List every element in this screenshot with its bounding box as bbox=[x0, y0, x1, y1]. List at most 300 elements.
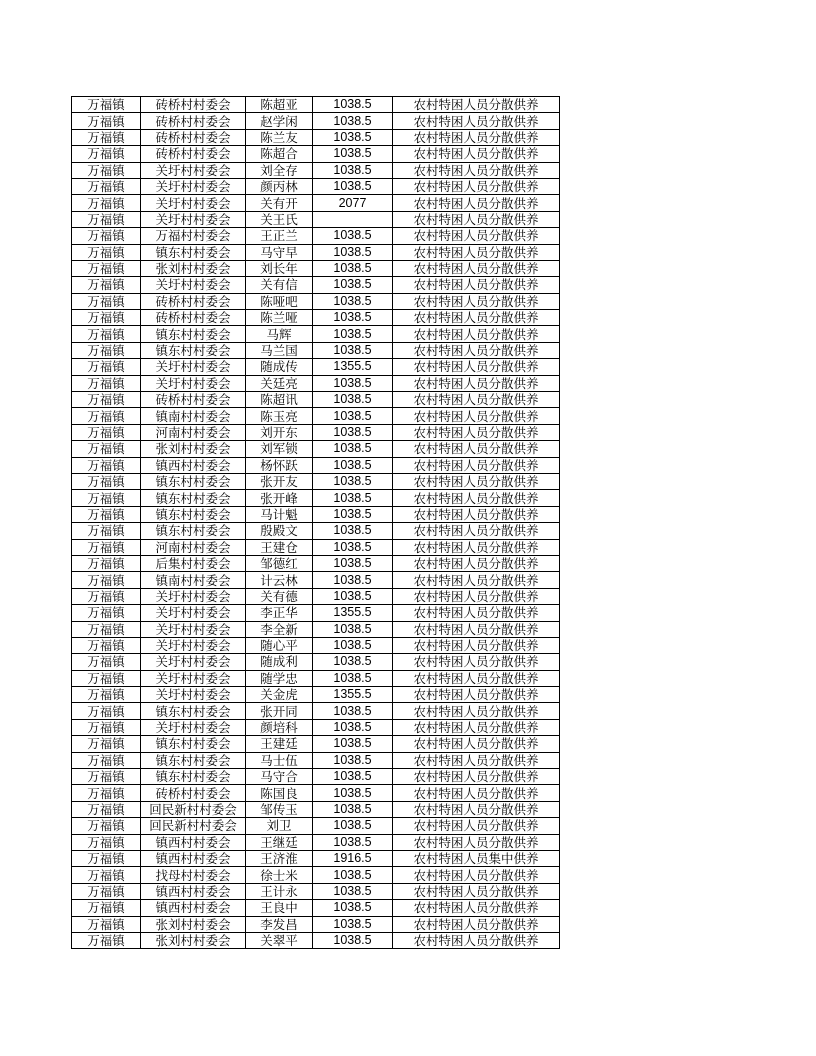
village-committee-cell: 关圩村村委会 bbox=[141, 621, 246, 637]
table-row bbox=[72, 818, 560, 834]
support-type-cell: 农村特困人员分散供养 bbox=[393, 129, 560, 145]
table-row bbox=[72, 277, 560, 293]
person-name-cell: 马辉 bbox=[246, 326, 313, 342]
support-type-cell: 农村特困人员分散供养 bbox=[393, 555, 560, 571]
town-cell: 万福镇 bbox=[72, 457, 141, 473]
support-type-cell: 农村特困人员分散供养 bbox=[393, 801, 560, 817]
amount-cell: 1038.5 bbox=[313, 244, 393, 260]
person-name-cell: 随成传 bbox=[246, 359, 313, 375]
support-type-cell: 农村特困人员分散供养 bbox=[393, 539, 560, 555]
amount-cell: 1038.5 bbox=[313, 703, 393, 719]
town-cell: 万福镇 bbox=[72, 719, 141, 735]
table-row bbox=[72, 146, 560, 162]
table-row bbox=[72, 736, 560, 752]
person-name-cell: 关有信 bbox=[246, 277, 313, 293]
person-name-cell: 王建廷 bbox=[246, 736, 313, 752]
table-row bbox=[72, 621, 560, 637]
village-committee-cell: 关圩村村委会 bbox=[141, 178, 246, 194]
amount-cell: 1038.5 bbox=[313, 752, 393, 768]
person-name-cell: 随学忠 bbox=[246, 670, 313, 686]
person-name-cell: 关金虎 bbox=[246, 687, 313, 703]
amount-cell: 1038.5 bbox=[313, 178, 393, 194]
amount-cell: 1038.5 bbox=[313, 129, 393, 145]
village-committee-cell: 镇东村村委会 bbox=[141, 326, 246, 342]
village-committee-cell: 镇东村村委会 bbox=[141, 506, 246, 522]
amount-cell: 1038.5 bbox=[313, 834, 393, 850]
support-type-cell: 农村特困人员分散供养 bbox=[393, 621, 560, 637]
village-committee-cell: 后集村村委会 bbox=[141, 555, 246, 571]
support-type-cell: 农村特困人员集中供养 bbox=[393, 850, 560, 866]
village-committee-cell: 关圩村村委会 bbox=[141, 637, 246, 653]
amount-cell: 1038.5 bbox=[313, 539, 393, 555]
table-row bbox=[72, 506, 560, 522]
person-name-cell: 随心平 bbox=[246, 637, 313, 653]
amount-cell: 1038.5 bbox=[313, 310, 393, 326]
table-row bbox=[72, 228, 560, 244]
town-cell: 万福镇 bbox=[72, 752, 141, 768]
person-name-cell: 刘军锁 bbox=[246, 441, 313, 457]
table-row bbox=[72, 572, 560, 588]
village-committee-cell: 镇东村村委会 bbox=[141, 703, 246, 719]
amount-cell: 1038.5 bbox=[313, 883, 393, 899]
town-cell: 万福镇 bbox=[72, 687, 141, 703]
town-cell: 万福镇 bbox=[72, 178, 141, 194]
table-row bbox=[72, 490, 560, 506]
village-committee-cell: 关圩村村委会 bbox=[141, 162, 246, 178]
person-name-cell: 王建仓 bbox=[246, 539, 313, 555]
person-name-cell: 马士伍 bbox=[246, 752, 313, 768]
person-name-cell: 刘长年 bbox=[246, 260, 313, 276]
support-type-cell: 农村特困人员分散供养 bbox=[393, 211, 560, 227]
village-committee-cell: 镇南村村委会 bbox=[141, 572, 246, 588]
support-type-cell: 农村特困人员分散供养 bbox=[393, 326, 560, 342]
table-row bbox=[72, 375, 560, 391]
town-cell: 万福镇 bbox=[72, 769, 141, 785]
person-name-cell: 邹传玉 bbox=[246, 801, 313, 817]
person-name-cell: 关有开 bbox=[246, 195, 313, 211]
person-name-cell: 王计永 bbox=[246, 883, 313, 899]
amount-cell: 1916.5 bbox=[313, 850, 393, 866]
support-type-cell: 农村特困人员分散供养 bbox=[393, 277, 560, 293]
table-row bbox=[72, 392, 560, 408]
support-type-cell: 农村特困人员分散供养 bbox=[393, 703, 560, 719]
village-committee-cell: 回民新村村委会 bbox=[141, 801, 246, 817]
amount-cell: 1038.5 bbox=[313, 293, 393, 309]
table-row bbox=[72, 719, 560, 735]
town-cell: 万福镇 bbox=[72, 572, 141, 588]
village-committee-cell: 关圩村村委会 bbox=[141, 687, 246, 703]
table-row bbox=[72, 326, 560, 342]
person-name-cell: 李发昌 bbox=[246, 916, 313, 932]
support-type-cell: 农村特困人员分散供养 bbox=[393, 506, 560, 522]
town-cell: 万福镇 bbox=[72, 834, 141, 850]
support-type-cell: 农村特困人员分散供养 bbox=[393, 359, 560, 375]
person-name-cell: 王济淮 bbox=[246, 850, 313, 866]
person-name-cell: 刘卫 bbox=[246, 818, 313, 834]
town-cell: 万福镇 bbox=[72, 506, 141, 522]
person-name-cell: 张开峰 bbox=[246, 490, 313, 506]
support-type-cell: 农村特困人员分散供养 bbox=[393, 818, 560, 834]
village-committee-cell: 万福村村委会 bbox=[141, 228, 246, 244]
town-cell: 万福镇 bbox=[72, 342, 141, 358]
person-name-cell: 陈兰哑 bbox=[246, 310, 313, 326]
village-committee-cell: 镇东村村委会 bbox=[141, 769, 246, 785]
amount-cell: 1038.5 bbox=[313, 932, 393, 948]
support-type-cell: 农村特困人员分散供养 bbox=[393, 260, 560, 276]
support-type-cell: 农村特困人员分散供养 bbox=[393, 473, 560, 489]
support-type-cell: 农村特困人员分散供养 bbox=[393, 293, 560, 309]
table-row bbox=[72, 883, 560, 899]
town-cell: 万福镇 bbox=[72, 293, 141, 309]
person-name-cell: 陈超讯 bbox=[246, 392, 313, 408]
support-type-cell: 农村特困人员分散供养 bbox=[393, 228, 560, 244]
amount-cell: 1038.5 bbox=[313, 473, 393, 489]
village-committee-cell: 镇西村村委会 bbox=[141, 457, 246, 473]
table-row bbox=[72, 850, 560, 866]
town-cell: 万福镇 bbox=[72, 162, 141, 178]
table-row bbox=[72, 670, 560, 686]
amount-cell: 1038.5 bbox=[313, 277, 393, 293]
town-cell: 万福镇 bbox=[72, 97, 141, 113]
village-committee-cell: 关圩村村委会 bbox=[141, 195, 246, 211]
amount-cell: 1038.5 bbox=[313, 326, 393, 342]
village-committee-cell: 镇东村村委会 bbox=[141, 473, 246, 489]
village-committee-cell: 张刘村村委会 bbox=[141, 916, 246, 932]
table-row bbox=[72, 801, 560, 817]
table-row bbox=[72, 637, 560, 653]
support-type-cell: 农村特困人员分散供养 bbox=[393, 244, 560, 260]
table-row bbox=[72, 342, 560, 358]
person-name-cell: 王继廷 bbox=[246, 834, 313, 850]
town-cell: 万福镇 bbox=[72, 146, 141, 162]
person-name-cell: 陈玉亮 bbox=[246, 408, 313, 424]
village-committee-cell: 镇东村村委会 bbox=[141, 523, 246, 539]
village-committee-cell: 镇西村村委会 bbox=[141, 900, 246, 916]
town-cell: 万福镇 bbox=[72, 555, 141, 571]
village-committee-cell: 关圩村村委会 bbox=[141, 670, 246, 686]
support-type-cell: 农村特困人员分散供养 bbox=[393, 310, 560, 326]
village-committee-cell: 河南村村委会 bbox=[141, 539, 246, 555]
village-committee-cell: 河南村村委会 bbox=[141, 424, 246, 440]
village-committee-cell: 关圩村村委会 bbox=[141, 605, 246, 621]
village-committee-cell: 砖桥村村委会 bbox=[141, 113, 246, 129]
amount-cell: 1038.5 bbox=[313, 916, 393, 932]
amount-cell: 1038.5 bbox=[313, 457, 393, 473]
town-cell: 万福镇 bbox=[72, 883, 141, 899]
person-name-cell: 殷殿文 bbox=[246, 523, 313, 539]
town-cell: 万福镇 bbox=[72, 473, 141, 489]
town-cell: 万福镇 bbox=[72, 277, 141, 293]
village-committee-cell: 镇东村村委会 bbox=[141, 342, 246, 358]
town-cell: 万福镇 bbox=[72, 703, 141, 719]
town-cell: 万福镇 bbox=[72, 637, 141, 653]
table-row bbox=[72, 769, 560, 785]
table-row bbox=[72, 588, 560, 604]
support-type-cell: 农村特困人员分散供养 bbox=[393, 883, 560, 899]
amount-cell: 1038.5 bbox=[313, 260, 393, 276]
village-committee-cell: 找母村村委会 bbox=[141, 867, 246, 883]
amount-cell: 1038.5 bbox=[313, 523, 393, 539]
village-committee-cell: 关圩村村委会 bbox=[141, 375, 246, 391]
town-cell: 万福镇 bbox=[72, 932, 141, 948]
support-type-cell: 农村特困人员分散供养 bbox=[393, 736, 560, 752]
amount-cell: 1038.5 bbox=[313, 392, 393, 408]
amount-cell: 1038.5 bbox=[313, 670, 393, 686]
town-cell: 万福镇 bbox=[72, 900, 141, 916]
amount-cell: 1038.5 bbox=[313, 900, 393, 916]
town-cell: 万福镇 bbox=[72, 523, 141, 539]
support-type-cell: 农村特困人员分散供养 bbox=[393, 441, 560, 457]
town-cell: 万福镇 bbox=[72, 539, 141, 555]
table-row bbox=[72, 687, 560, 703]
amount-cell: 1038.5 bbox=[313, 228, 393, 244]
person-name-cell: 颜丙林 bbox=[246, 178, 313, 194]
support-type-cell: 农村特困人员分散供养 bbox=[393, 785, 560, 801]
support-type-cell: 农村特困人员分散供养 bbox=[393, 424, 560, 440]
person-name-cell: 计云林 bbox=[246, 572, 313, 588]
amount-cell: 1355.5 bbox=[313, 359, 393, 375]
amount-cell: 1038.5 bbox=[313, 818, 393, 834]
support-type-cell: 农村特困人员分散供养 bbox=[393, 719, 560, 735]
village-committee-cell: 张刘村村委会 bbox=[141, 932, 246, 948]
person-name-cell: 王良中 bbox=[246, 900, 313, 916]
town-cell: 万福镇 bbox=[72, 490, 141, 506]
table-row bbox=[72, 178, 560, 194]
amount-cell: 1038.5 bbox=[313, 342, 393, 358]
town-cell: 万福镇 bbox=[72, 326, 141, 342]
person-name-cell: 邹德红 bbox=[246, 555, 313, 571]
person-name-cell: 王正兰 bbox=[246, 228, 313, 244]
support-type-cell: 农村特困人员分散供养 bbox=[393, 654, 560, 670]
amount-cell: 1038.5 bbox=[313, 572, 393, 588]
amount-cell bbox=[313, 211, 393, 227]
village-committee-cell: 镇南村村委会 bbox=[141, 408, 246, 424]
amount-cell: 1038.5 bbox=[313, 490, 393, 506]
village-committee-cell: 关圩村村委会 bbox=[141, 359, 246, 375]
village-committee-cell: 砖桥村村委会 bbox=[141, 129, 246, 145]
support-type-cell: 农村特困人员分散供养 bbox=[393, 605, 560, 621]
table-row bbox=[72, 244, 560, 260]
town-cell: 万福镇 bbox=[72, 375, 141, 391]
person-name-cell: 赵学闲 bbox=[246, 113, 313, 129]
amount-cell: 1038.5 bbox=[313, 769, 393, 785]
person-name-cell: 刘全存 bbox=[246, 162, 313, 178]
person-name-cell: 马守合 bbox=[246, 769, 313, 785]
person-name-cell: 马计魁 bbox=[246, 506, 313, 522]
village-committee-cell: 张刘村村委会 bbox=[141, 441, 246, 457]
town-cell: 万福镇 bbox=[72, 424, 141, 440]
town-cell: 万福镇 bbox=[72, 916, 141, 932]
village-committee-cell: 砖桥村村委会 bbox=[141, 293, 246, 309]
relief-roster-table bbox=[71, 96, 560, 949]
amount-cell: 1038.5 bbox=[313, 113, 393, 129]
town-cell: 万福镇 bbox=[72, 785, 141, 801]
village-committee-cell: 镇西村村委会 bbox=[141, 850, 246, 866]
town-cell: 万福镇 bbox=[72, 260, 141, 276]
support-type-cell: 农村特困人员分散供养 bbox=[393, 900, 560, 916]
town-cell: 万福镇 bbox=[72, 654, 141, 670]
person-name-cell: 陈超合 bbox=[246, 146, 313, 162]
table-row bbox=[72, 424, 560, 440]
amount-cell: 1038.5 bbox=[313, 424, 393, 440]
table-row bbox=[72, 539, 560, 555]
table-row bbox=[72, 555, 560, 571]
town-cell: 万福镇 bbox=[72, 605, 141, 621]
amount-cell: 1038.5 bbox=[313, 867, 393, 883]
amount-cell: 1038.5 bbox=[313, 801, 393, 817]
support-type-cell: 农村特困人员分散供养 bbox=[393, 490, 560, 506]
town-cell: 万福镇 bbox=[72, 408, 141, 424]
village-committee-cell: 关圩村村委会 bbox=[141, 588, 246, 604]
amount-cell: 1038.5 bbox=[313, 736, 393, 752]
amount-cell: 1355.5 bbox=[313, 605, 393, 621]
town-cell: 万福镇 bbox=[72, 867, 141, 883]
table-row bbox=[72, 441, 560, 457]
town-cell: 万福镇 bbox=[72, 211, 141, 227]
person-name-cell: 陈兰友 bbox=[246, 129, 313, 145]
amount-cell: 1038.5 bbox=[313, 162, 393, 178]
town-cell: 万福镇 bbox=[72, 392, 141, 408]
support-type-cell: 农村特困人员分散供养 bbox=[393, 392, 560, 408]
person-name-cell: 关翠平 bbox=[246, 932, 313, 948]
table-row bbox=[72, 293, 560, 309]
support-type-cell: 农村特困人员分散供养 bbox=[393, 178, 560, 194]
support-type-cell: 农村特困人员分散供养 bbox=[393, 342, 560, 358]
table-row bbox=[72, 162, 560, 178]
table-row bbox=[72, 834, 560, 850]
support-type-cell: 农村特困人员分散供养 bbox=[393, 457, 560, 473]
village-committee-cell: 砖桥村村委会 bbox=[141, 146, 246, 162]
person-name-cell: 关有德 bbox=[246, 588, 313, 604]
village-committee-cell: 镇东村村委会 bbox=[141, 490, 246, 506]
support-type-cell: 农村特困人员分散供养 bbox=[393, 687, 560, 703]
table-row bbox=[72, 113, 560, 129]
person-name-cell: 张开友 bbox=[246, 473, 313, 489]
village-committee-cell: 关圩村村委会 bbox=[141, 211, 246, 227]
person-name-cell: 刘开东 bbox=[246, 424, 313, 440]
support-type-cell: 农村特困人员分散供养 bbox=[393, 670, 560, 686]
table-row bbox=[72, 195, 560, 211]
support-type-cell: 农村特困人员分散供养 bbox=[393, 916, 560, 932]
table-row bbox=[72, 260, 560, 276]
table-row bbox=[72, 605, 560, 621]
table-row bbox=[72, 916, 560, 932]
village-committee-cell: 关圩村村委会 bbox=[141, 719, 246, 735]
table-row bbox=[72, 211, 560, 227]
village-committee-cell: 砖桥村村委会 bbox=[141, 97, 246, 113]
town-cell: 万福镇 bbox=[72, 441, 141, 457]
support-type-cell: 农村特困人员分散供养 bbox=[393, 637, 560, 653]
town-cell: 万福镇 bbox=[72, 244, 141, 260]
support-type-cell: 农村特困人员分散供养 bbox=[393, 523, 560, 539]
person-name-cell: 杨怀跃 bbox=[246, 457, 313, 473]
support-type-cell: 农村特困人员分散供养 bbox=[393, 834, 560, 850]
town-cell: 万福镇 bbox=[72, 850, 141, 866]
support-type-cell: 农村特困人员分散供养 bbox=[393, 146, 560, 162]
town-cell: 万福镇 bbox=[72, 195, 141, 211]
person-name-cell: 李正华 bbox=[246, 605, 313, 621]
table-row bbox=[72, 457, 560, 473]
town-cell: 万福镇 bbox=[72, 621, 141, 637]
table-row bbox=[72, 900, 560, 916]
support-type-cell: 农村特困人员分散供养 bbox=[393, 572, 560, 588]
table-row bbox=[72, 932, 560, 948]
town-cell: 万福镇 bbox=[72, 113, 141, 129]
town-cell: 万福镇 bbox=[72, 310, 141, 326]
town-cell: 万福镇 bbox=[72, 670, 141, 686]
support-type-cell: 农村特困人员分散供养 bbox=[393, 162, 560, 178]
table-row bbox=[72, 703, 560, 719]
village-committee-cell: 镇东村村委会 bbox=[141, 736, 246, 752]
support-type-cell: 农村特困人员分散供养 bbox=[393, 375, 560, 391]
town-cell: 万福镇 bbox=[72, 588, 141, 604]
support-type-cell: 农村特困人员分散供养 bbox=[393, 408, 560, 424]
person-name-cell: 徐士米 bbox=[246, 867, 313, 883]
person-name-cell: 陈哑吧 bbox=[246, 293, 313, 309]
village-committee-cell: 砖桥村村委会 bbox=[141, 392, 246, 408]
amount-cell: 1038.5 bbox=[313, 654, 393, 670]
table-row bbox=[72, 473, 560, 489]
person-name-cell: 颜培科 bbox=[246, 719, 313, 735]
support-type-cell: 农村特困人员分散供养 bbox=[393, 588, 560, 604]
village-committee-cell: 镇东村村委会 bbox=[141, 752, 246, 768]
town-cell: 万福镇 bbox=[72, 818, 141, 834]
amount-cell: 1038.5 bbox=[313, 719, 393, 735]
village-committee-cell: 回民新村村委会 bbox=[141, 818, 246, 834]
village-committee-cell: 镇西村村委会 bbox=[141, 883, 246, 899]
village-committee-cell: 张刘村村委会 bbox=[141, 260, 246, 276]
amount-cell: 1038.5 bbox=[313, 506, 393, 522]
table-row bbox=[72, 523, 560, 539]
amount-cell: 1038.5 bbox=[313, 637, 393, 653]
person-name-cell: 关王氏 bbox=[246, 211, 313, 227]
support-type-cell: 农村特困人员分散供养 bbox=[393, 867, 560, 883]
table-row bbox=[72, 129, 560, 145]
support-type-cell: 农村特困人员分散供养 bbox=[393, 195, 560, 211]
village-committee-cell: 镇东村村委会 bbox=[141, 244, 246, 260]
amount-cell: 1038.5 bbox=[313, 375, 393, 391]
table-row bbox=[72, 310, 560, 326]
village-committee-cell: 镇西村村委会 bbox=[141, 834, 246, 850]
person-name-cell: 马兰国 bbox=[246, 342, 313, 358]
table-row bbox=[72, 97, 560, 113]
amount-cell: 2077 bbox=[313, 195, 393, 211]
support-type-cell: 农村特困人员分散供养 bbox=[393, 752, 560, 768]
amount-cell: 1355.5 bbox=[313, 687, 393, 703]
table-row bbox=[72, 359, 560, 375]
table-row bbox=[72, 785, 560, 801]
support-type-cell: 农村特困人员分散供养 bbox=[393, 97, 560, 113]
table-row bbox=[72, 654, 560, 670]
amount-cell: 1038.5 bbox=[313, 441, 393, 457]
person-name-cell: 随成利 bbox=[246, 654, 313, 670]
town-cell: 万福镇 bbox=[72, 228, 141, 244]
town-cell: 万福镇 bbox=[72, 801, 141, 817]
amount-cell: 1038.5 bbox=[313, 97, 393, 113]
support-type-cell: 农村特困人员分散供养 bbox=[393, 932, 560, 948]
person-name-cell: 李全新 bbox=[246, 621, 313, 637]
table-row bbox=[72, 408, 560, 424]
village-committee-cell: 砖桥村村委会 bbox=[141, 310, 246, 326]
amount-cell: 1038.5 bbox=[313, 408, 393, 424]
person-name-cell: 马守早 bbox=[246, 244, 313, 260]
table-row bbox=[72, 867, 560, 883]
town-cell: 万福镇 bbox=[72, 736, 141, 752]
village-committee-cell: 关圩村村委会 bbox=[141, 277, 246, 293]
person-name-cell: 陈国良 bbox=[246, 785, 313, 801]
amount-cell: 1038.5 bbox=[313, 785, 393, 801]
table-row bbox=[72, 752, 560, 768]
